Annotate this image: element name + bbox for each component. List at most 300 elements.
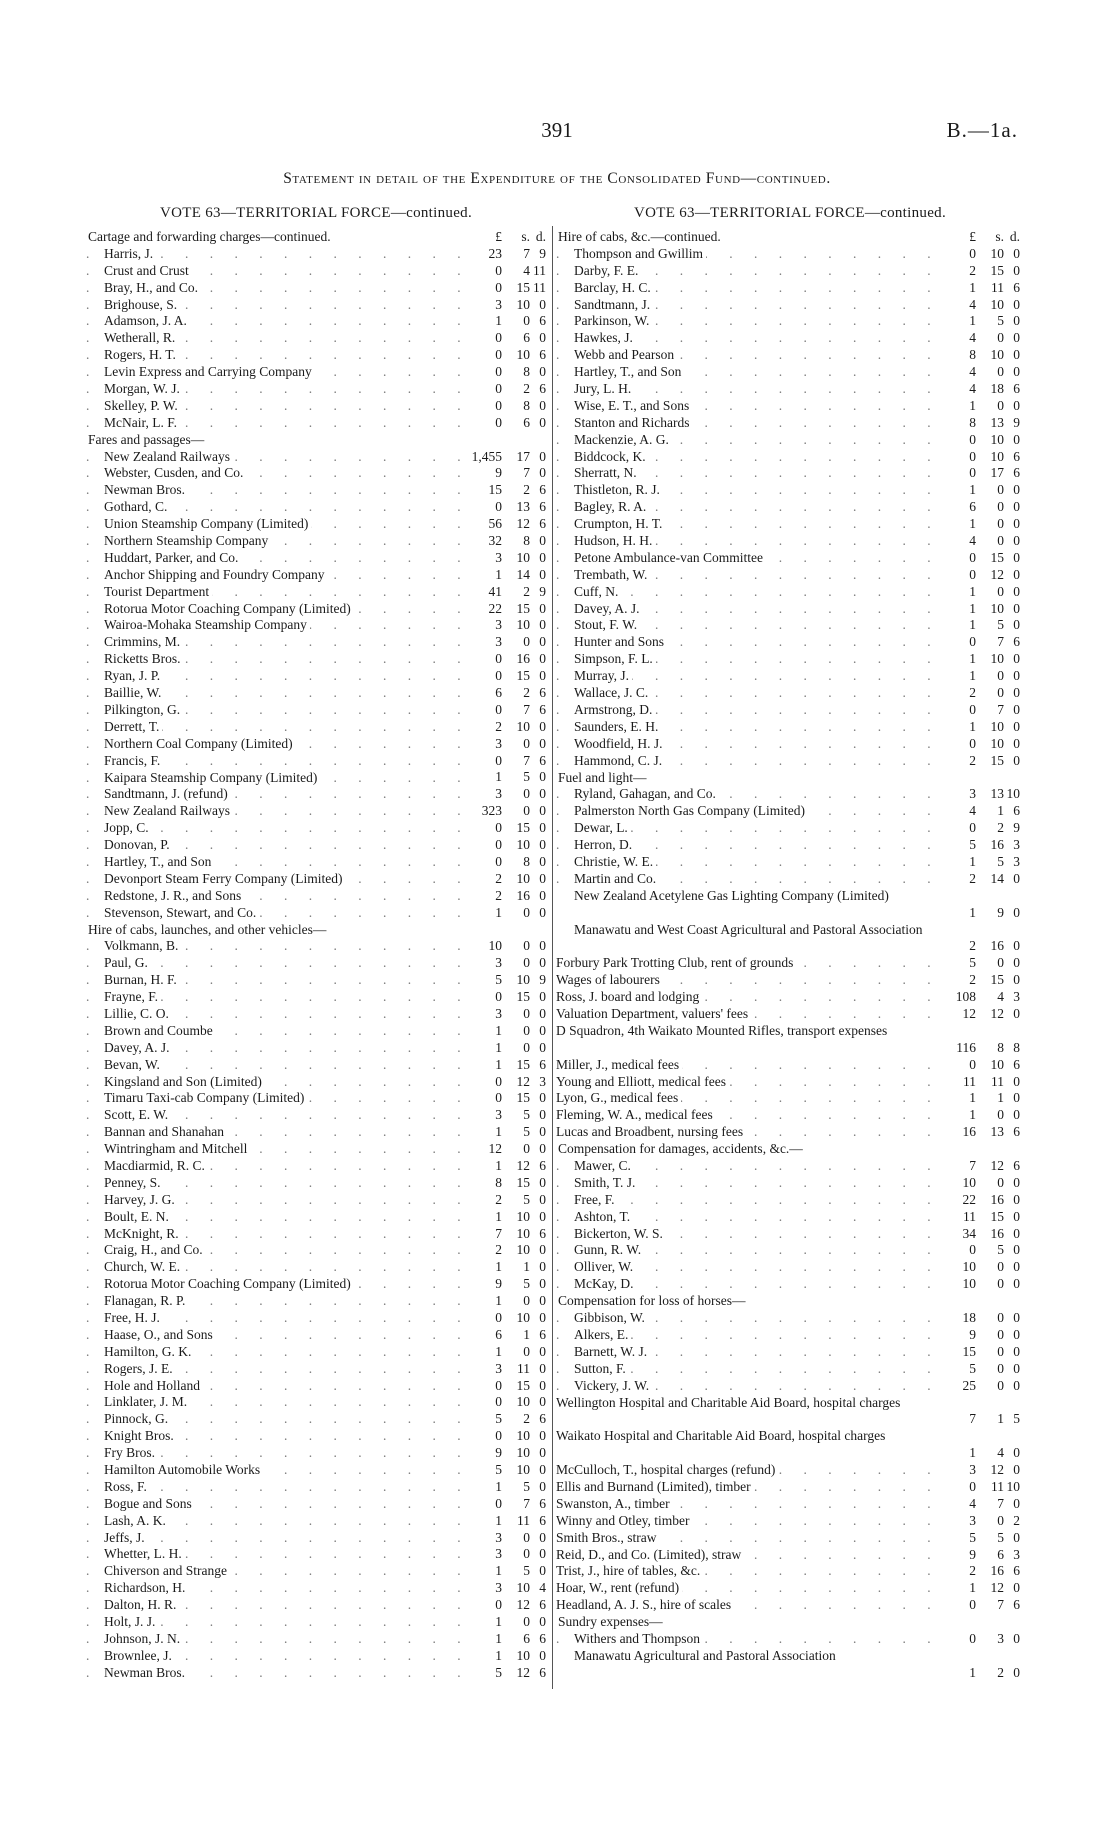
payee-name: Free, F. <box>574 1192 618 1207</box>
pence: 0 <box>1013 1005 1020 1021</box>
shillings: 0 <box>997 397 1004 413</box>
shillings: 10 <box>516 1225 530 1241</box>
expenditure-row <box>86 955 548 972</box>
pounds: 18 <box>962 1310 976 1326</box>
expenditure-row <box>556 1479 1022 1496</box>
pounds: 0 <box>495 1495 502 1511</box>
pence: 6 <box>539 499 546 515</box>
amount <box>934 1175 1022 1192</box>
shillings: 6 <box>523 1630 530 1646</box>
pence: 0 <box>1013 617 1020 633</box>
shillings: 1 <box>523 1326 530 1342</box>
payee-name: Smith, T. J. <box>574 1175 638 1190</box>
pounds: 323 <box>481 803 502 819</box>
expenditure-row <box>86 381 548 398</box>
amount <box>460 297 548 314</box>
pounds: 0 <box>495 752 502 768</box>
payee-name: Morgan, W. J. <box>104 381 183 396</box>
row-label <box>556 533 934 550</box>
pence: 0 <box>539 1546 546 1562</box>
payee-name: Hamilton, G. K. <box>104 1344 194 1359</box>
row-label <box>86 989 460 1006</box>
amount <box>934 1310 1022 1327</box>
payee-name: Donovan, P. <box>104 837 173 852</box>
shillings: 6 <box>523 330 530 346</box>
pounds: 22 <box>488 600 502 616</box>
row-label <box>556 685 934 702</box>
payee-name: Bray, H., and Co. <box>104 280 201 295</box>
row-label <box>556 1209 934 1226</box>
pence: 0 <box>539 1242 546 1258</box>
expenditure-row <box>556 871 1022 888</box>
row-label <box>556 1513 934 1530</box>
row-label <box>556 297 934 314</box>
payee-name: Davey, A. J. <box>104 1040 173 1055</box>
expenditure-row <box>556 668 1022 685</box>
expenditure-row <box>86 1293 548 1310</box>
payee-name: Kaipara Steamship Company (Limited) <box>104 770 320 785</box>
row-label <box>556 449 934 466</box>
row-label <box>86 1462 460 1479</box>
payee-name: Newman Bros. <box>104 1665 188 1680</box>
row-label <box>86 1580 460 1597</box>
payee-name: Burnan, H. F. <box>104 972 180 987</box>
row-label <box>556 263 934 280</box>
row-label <box>556 1107 934 1124</box>
pence: 0 <box>1013 1529 1020 1545</box>
expenditure-row <box>86 1057 548 1074</box>
pence: 0 <box>1013 347 1020 363</box>
pence: 0 <box>539 296 546 312</box>
pounds: 8 <box>495 1174 502 1190</box>
payee-name: Church, W. E. <box>104 1259 183 1274</box>
payee-name: Bannan and Shanahan <box>104 1124 227 1139</box>
amount <box>460 246 548 263</box>
row-label <box>556 432 934 449</box>
shillings: 10 <box>516 1647 530 1663</box>
payee-name: Woodfield, H. J. <box>574 736 666 751</box>
row-label <box>86 1006 460 1023</box>
payee-name: Lash, A. K. <box>104 1513 169 1528</box>
expenditure-row <box>556 601 1022 618</box>
pounds: 0 <box>495 820 502 836</box>
pence: 0 <box>1013 583 1020 599</box>
expenditure-row <box>86 280 548 297</box>
pence: 0 <box>1013 1630 1020 1646</box>
shillings: 15 <box>990 549 1004 565</box>
shillings: 0 <box>997 1107 1004 1123</box>
payee-name: New Zealand Railways <box>104 803 233 818</box>
amount <box>460 364 548 381</box>
shillings: 13 <box>516 499 530 515</box>
pounds: 16 <box>962 1124 976 1140</box>
row-label <box>556 888 934 905</box>
pounds: 7 <box>969 1158 976 1174</box>
section-heading <box>86 432 548 449</box>
expenditure-row <box>86 634 548 651</box>
pence: 0 <box>1013 397 1020 413</box>
pence: 6 <box>539 1664 546 1680</box>
row-label <box>86 398 460 415</box>
row-label <box>86 888 460 905</box>
amount <box>460 1192 548 1209</box>
pence: 0 <box>539 1428 546 1444</box>
amount <box>460 1209 548 1226</box>
shillings: s. <box>521 228 530 244</box>
row-label <box>556 989 934 1006</box>
right-expenditure-column <box>556 229 1022 1682</box>
row-label <box>86 685 460 702</box>
amount <box>460 1310 548 1327</box>
expenditure-row <box>556 516 1022 533</box>
expenditure-row <box>86 803 548 820</box>
expenditure-row <box>556 313 1022 330</box>
pounds: 2 <box>969 938 976 954</box>
section-heading <box>556 770 1022 787</box>
pounds: 0 <box>969 1242 976 1258</box>
expenditure-row <box>86 1344 548 1361</box>
payee-name: Volkmann, B. <box>104 938 181 953</box>
amount <box>460 1276 548 1293</box>
expenditure-row <box>86 1462 548 1479</box>
shillings: 0 <box>523 1022 530 1038</box>
shillings: 0 <box>997 499 1004 515</box>
shillings: 0 <box>523 1343 530 1359</box>
row-label <box>86 1665 460 1682</box>
pounds: 12 <box>488 1141 502 1157</box>
payee-name: Frayne, F. <box>104 989 161 1004</box>
expenditure-row <box>86 601 548 618</box>
pounds: 1 <box>969 1580 976 1596</box>
row-label <box>86 955 460 972</box>
pounds: 1 <box>495 1343 502 1359</box>
shillings: 10 <box>516 972 530 988</box>
row-label <box>556 1327 934 1344</box>
payee-name: Smith Bros., straw <box>556 1530 660 1545</box>
payee-name: Trembath, W. <box>574 567 650 582</box>
amount <box>460 1394 548 1411</box>
amount <box>934 1242 1022 1259</box>
expenditure-row <box>86 1175 548 1192</box>
expenditure-row <box>86 1530 548 1547</box>
expenditure-row <box>556 1107 1022 1124</box>
shillings: 0 <box>523 1005 530 1021</box>
amount <box>934 854 1022 871</box>
pence: 5 <box>1013 1411 1020 1427</box>
expenditure-row <box>86 1428 548 1445</box>
shillings: 4 <box>523 262 530 278</box>
row-label <box>556 1226 934 1243</box>
amount <box>460 617 548 634</box>
expenditure-row <box>556 1276 1022 1293</box>
row-label <box>556 854 934 871</box>
pounds: 5 <box>969 1360 976 1376</box>
amount <box>934 736 1022 753</box>
expenditure-row <box>86 1597 548 1614</box>
expenditure-row <box>86 989 548 1006</box>
pence: 6 <box>1013 634 1020 650</box>
pence: 9 <box>539 972 546 988</box>
amount <box>460 989 548 1006</box>
row-label <box>556 1057 934 1074</box>
shillings: 0 <box>997 1276 1004 1292</box>
payee-name: Penney, S. <box>104 1175 164 1190</box>
row-label <box>86 1158 460 1175</box>
amount <box>460 601 548 618</box>
expenditure-row <box>556 1175 1022 1192</box>
payee-name: Jeffs, J. <box>104 1530 148 1545</box>
expenditure-row <box>556 1631 1022 1648</box>
payee-name: Devonport Steam Ferry Company (Limited) <box>104 871 345 886</box>
pence: 0 <box>1013 1445 1020 1461</box>
expenditure-row <box>86 1631 548 1648</box>
row-label <box>86 1546 460 1563</box>
pounds: £ <box>969 228 976 244</box>
pence: 6 <box>539 1326 546 1342</box>
pence: 0 <box>1013 685 1020 701</box>
pounds: 22 <box>962 1191 976 1207</box>
payee-name: Linklater, J. M. <box>104 1394 190 1409</box>
row-label <box>86 1378 460 1395</box>
pounds: 116 <box>956 1039 976 1055</box>
right-column-heading: VOTE 63—TERRITORIAL FORCE—continued. <box>633 205 947 221</box>
amount <box>460 1361 548 1378</box>
pence: 0 <box>539 1309 546 1325</box>
pence: 0 <box>1013 245 1020 261</box>
pence: 0 <box>1013 1276 1020 1292</box>
pounds: 4 <box>969 381 976 396</box>
pence: 0 <box>539 600 546 616</box>
amount <box>934 415 1022 432</box>
payee-name: Petone Ambulance-van Committee <box>574 550 766 565</box>
expenditure-row <box>556 1462 1022 1479</box>
shillings: 10 <box>516 296 530 312</box>
row-label <box>86 432 460 449</box>
pounds: 1 <box>495 1124 502 1140</box>
amount <box>460 651 548 668</box>
amount <box>460 398 548 415</box>
row-label <box>86 1597 460 1614</box>
shillings: 5 <box>997 853 1004 869</box>
expenditure-row <box>86 1648 548 1665</box>
pence: 0 <box>539 786 546 802</box>
pounds: 3 <box>495 634 502 650</box>
expenditure-row <box>556 398 1022 415</box>
pence: 0 <box>1013 904 1020 920</box>
pence: 0 <box>1013 313 1020 329</box>
payee-name: Rotorua Motor Coaching Company (Limited) <box>104 601 354 616</box>
pounds: 0 <box>495 330 502 346</box>
amount <box>934 330 1022 347</box>
payee-name: Miller, J., medical fees <box>556 1057 682 1072</box>
pence: 0 <box>539 853 546 869</box>
pounds: 0 <box>495 364 502 380</box>
expenditure-row <box>86 567 548 584</box>
amount <box>460 1023 548 1040</box>
row-label <box>86 1530 460 1547</box>
amount <box>460 1445 548 1462</box>
amount <box>934 482 1022 499</box>
payee-name: Martin and Co. <box>574 871 659 886</box>
payee-name: Chiverson and Strange <box>104 1563 230 1578</box>
pence: 6 <box>539 1512 546 1528</box>
expenditure-row <box>556 499 1022 516</box>
section-heading <box>86 922 548 939</box>
shillings: 16 <box>990 1563 1004 1579</box>
pence: 0 <box>1013 533 1020 549</box>
shillings: 10 <box>516 549 530 565</box>
document-reference: B.—1a. <box>946 118 1018 142</box>
row-label <box>556 1293 934 1310</box>
pence: 6 <box>539 1597 546 1613</box>
pounds: 1 <box>969 718 976 734</box>
expenditure-row <box>556 1428 1022 1462</box>
row-label <box>86 313 460 330</box>
pounds: 6 <box>969 499 976 515</box>
amount <box>934 1158 1022 1175</box>
row-label <box>556 1175 934 1192</box>
pence: 0 <box>1013 718 1020 734</box>
row-label <box>556 1530 934 1547</box>
payee-name: Sherratt, N. <box>574 465 640 480</box>
amount <box>934 1597 1022 1614</box>
pence: 0 <box>1013 1462 1020 1478</box>
payee-name: Sandtmann, J. <box>574 297 653 312</box>
shillings: 0 <box>997 1326 1004 1342</box>
expenditure-row <box>86 1107 548 1124</box>
row-label <box>556 1428 934 1445</box>
row-label <box>86 1614 460 1631</box>
row-label <box>556 1462 934 1479</box>
amount <box>460 415 548 432</box>
row-label <box>556 736 934 753</box>
row-label <box>86 1293 460 1310</box>
shillings: 13 <box>990 414 1004 430</box>
pounds: 0 <box>969 465 976 481</box>
pence: 0 <box>539 533 546 549</box>
expenditure-row <box>86 398 548 415</box>
row-label <box>556 1259 934 1276</box>
expenditure-row <box>86 1226 548 1243</box>
expenditure-row <box>86 972 548 989</box>
expenditure-row <box>556 1074 1022 1091</box>
row-label <box>556 1124 934 1141</box>
amount <box>934 1631 1022 1648</box>
payee-name: Crimmins, M. <box>104 634 183 649</box>
payee-name: Gunn, R. W. <box>574 1242 644 1257</box>
payee-name: Rogers, H. T. <box>104 347 179 362</box>
amount <box>934 803 1022 820</box>
pence: 0 <box>539 718 546 734</box>
pounds: 2 <box>969 752 976 768</box>
shillings: 15 <box>516 600 530 616</box>
payee-name: Ross, F. <box>104 1479 150 1494</box>
pence: 0 <box>539 1377 546 1393</box>
expenditure-row <box>556 1530 1022 1547</box>
pounds: 0 <box>969 549 976 565</box>
shillings: 0 <box>523 955 530 971</box>
expenditure-row <box>86 905 548 922</box>
payee-name: Lucas and Broadbent, nursing fees <box>556 1124 746 1139</box>
row-label <box>556 499 934 516</box>
row-label <box>86 1310 460 1327</box>
row-label <box>556 347 934 364</box>
amount <box>934 1226 1022 1243</box>
pence: 3 <box>1013 1546 1020 1562</box>
payee-name: Brownlee, J. <box>104 1648 175 1663</box>
row-label <box>86 550 460 567</box>
shillings: 5 <box>997 617 1004 633</box>
payee-name: Stout, F. W. <box>574 617 640 632</box>
pounds: 3 <box>495 786 502 802</box>
payee-name: Ross, J. board and lodging <box>556 989 702 1004</box>
amount <box>460 280 548 297</box>
pounds: 3 <box>495 617 502 633</box>
row-label <box>86 263 460 280</box>
row-label <box>86 584 460 601</box>
pounds: 3 <box>495 296 502 312</box>
pounds: 3 <box>495 1546 502 1562</box>
amount <box>460 702 548 719</box>
pounds: 8 <box>969 347 976 363</box>
amount <box>934 685 1022 702</box>
expenditure-row <box>556 1547 1022 1564</box>
expenditure-row <box>556 550 1022 567</box>
amount <box>460 1648 548 1665</box>
payee-name: Whetter, L. H. <box>104 1546 185 1561</box>
shillings: 16 <box>990 1191 1004 1207</box>
row-label <box>86 871 460 888</box>
row-label <box>86 854 460 871</box>
shillings: 11 <box>991 1478 1004 1494</box>
expenditure-row <box>556 1344 1022 1361</box>
row-label <box>556 719 934 736</box>
amount <box>934 786 1022 803</box>
expenditure-row <box>556 567 1022 584</box>
row-label <box>556 753 934 770</box>
pounds: 9 <box>495 1445 502 1461</box>
expenditure-row <box>86 465 548 482</box>
pounds: 0 <box>495 1428 502 1444</box>
amount <box>934 1563 1022 1580</box>
amount <box>934 550 1022 567</box>
payee-name: Kingsland and Son (Limited) <box>104 1074 265 1089</box>
shillings: 2 <box>523 1411 530 1427</box>
pence: 0 <box>1013 1208 1020 1224</box>
expenditure-row <box>556 989 1022 1006</box>
row-label <box>556 668 934 685</box>
pence: 0 <box>1013 972 1020 988</box>
pounds: 0 <box>495 1597 502 1613</box>
amount <box>460 888 548 905</box>
shillings: 12 <box>990 1580 1004 1596</box>
amount <box>460 313 548 330</box>
row-label <box>556 330 934 347</box>
row-label <box>86 1090 460 1107</box>
amount <box>934 1496 1022 1513</box>
pounds: 10 <box>962 1259 976 1275</box>
row-label <box>556 922 934 939</box>
pounds: 9 <box>969 1326 976 1342</box>
row-label <box>86 1411 460 1428</box>
amount <box>460 1479 548 1496</box>
expenditure-row <box>556 533 1022 550</box>
shillings: 2 <box>523 482 530 498</box>
shillings: 2 <box>523 583 530 599</box>
pounds: 1 <box>495 1293 502 1309</box>
expenditure-row <box>86 297 548 314</box>
amount <box>934 888 1022 922</box>
